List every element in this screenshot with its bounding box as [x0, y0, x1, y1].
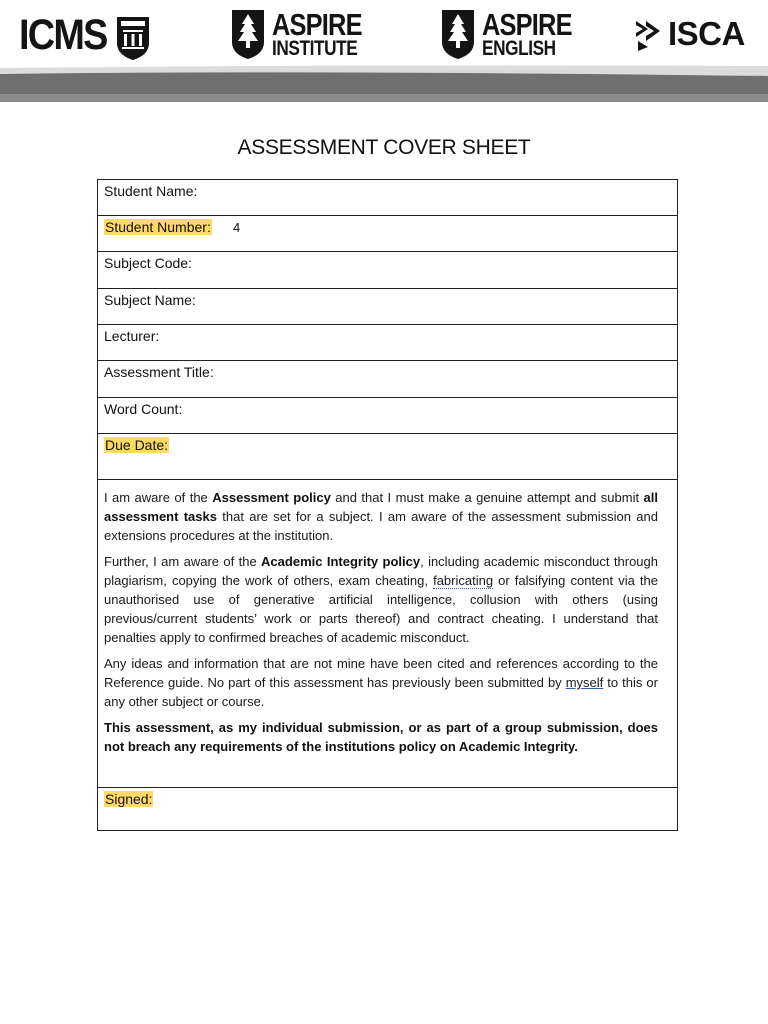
grammar-flagged-word: myself: [565, 675, 604, 690]
aspire-wordmark: ASPIRE: [482, 6, 572, 42]
word-count-label: Word Count:: [104, 401, 183, 417]
declaration-row: [98, 480, 677, 788]
isca-logo: [634, 14, 745, 54]
student-name-label: Student Name:: [104, 183, 198, 199]
student-name-row[interactable]: [98, 180, 677, 216]
due-date-label: Due Date:: [105, 437, 169, 453]
icms-crest-icon: [115, 15, 151, 61]
subject-name-label: Subject Name:: [104, 292, 196, 308]
student-number-value: 4: [233, 220, 241, 235]
lecturer-row[interactable]: [98, 325, 677, 361]
institute-wordmark: INSTITUTE: [272, 36, 358, 60]
aspire-english-logo: [440, 8, 591, 60]
student-number-row[interactable]: [98, 216, 677, 252]
due-date-row[interactable]: [98, 434, 677, 480]
logo-bar: [0, 0, 768, 68]
icms-logo: [19, 12, 119, 58]
subject-code-row[interactable]: [98, 252, 677, 289]
english-wordmark: ENGLISH: [482, 36, 556, 60]
chevron-mark-icon: [634, 17, 664, 51]
assessment-policy-paragraph: I am aware of the Assessment policy and that I must make a genuine attempt and submit all assessment tasks that are set for a subject. I am aware of the assessment submission and extensions procedures at the institution.: [104, 490, 658, 543]
subject-name-row[interactable]: [98, 289, 677, 325]
student-number-label: Student Number:: [105, 219, 211, 235]
tree-shield-icon: [230, 8, 266, 60]
tree-shield-icon: [440, 8, 476, 60]
lecturer-label: Lecturer:: [104, 328, 160, 344]
word-count-row[interactable]: [98, 398, 677, 434]
integrity-statement: This assessment, as my individual submission, or as part of a group submission, does not breach any requirements of the institutions policy on Academic Integrity.: [104, 720, 658, 754]
signed-label: Signed:: [105, 791, 153, 807]
declaration-text: [104, 488, 658, 763]
assessment-title-label: Assessment Title:: [104, 364, 214, 380]
isca-wordmark: ISCA: [668, 15, 745, 52]
page-title: ASSESSMENT COVER SHEET: [237, 136, 531, 159]
aspire-institute-logo: [230, 8, 381, 60]
icms-wordmark: ICMS: [19, 11, 107, 59]
cover-sheet-table: [97, 179, 678, 831]
subject-code-label: Subject Code:: [104, 255, 192, 271]
referencing-paragraph: Any ideas and information that are not mine have been cited and references according to the Reference guide. No part of this assessment has previously been submitted by myself to this or any other subject or course.: [104, 656, 658, 709]
grammar-flagged-word: fabricating: [433, 573, 494, 588]
header-band: [0, 64, 768, 104]
assessment-title-row[interactable]: [98, 361, 677, 398]
signed-row[interactable]: [98, 788, 677, 830]
aspire-wordmark: ASPIRE: [272, 6, 362, 42]
integrity-policy-paragraph: Further, I am aware of the Academic Integrity policy, including academic misconduct through plagiarism, copying the work of others, exam cheating, fabricating or falsifying content via the unauthorised use of generative artificial intelligence, collusion with others (using previous/current students’ work or parts thereof) and contract cheating. I understand that penalties apply to confirmed breaches of academic misconduct.: [104, 554, 659, 645]
